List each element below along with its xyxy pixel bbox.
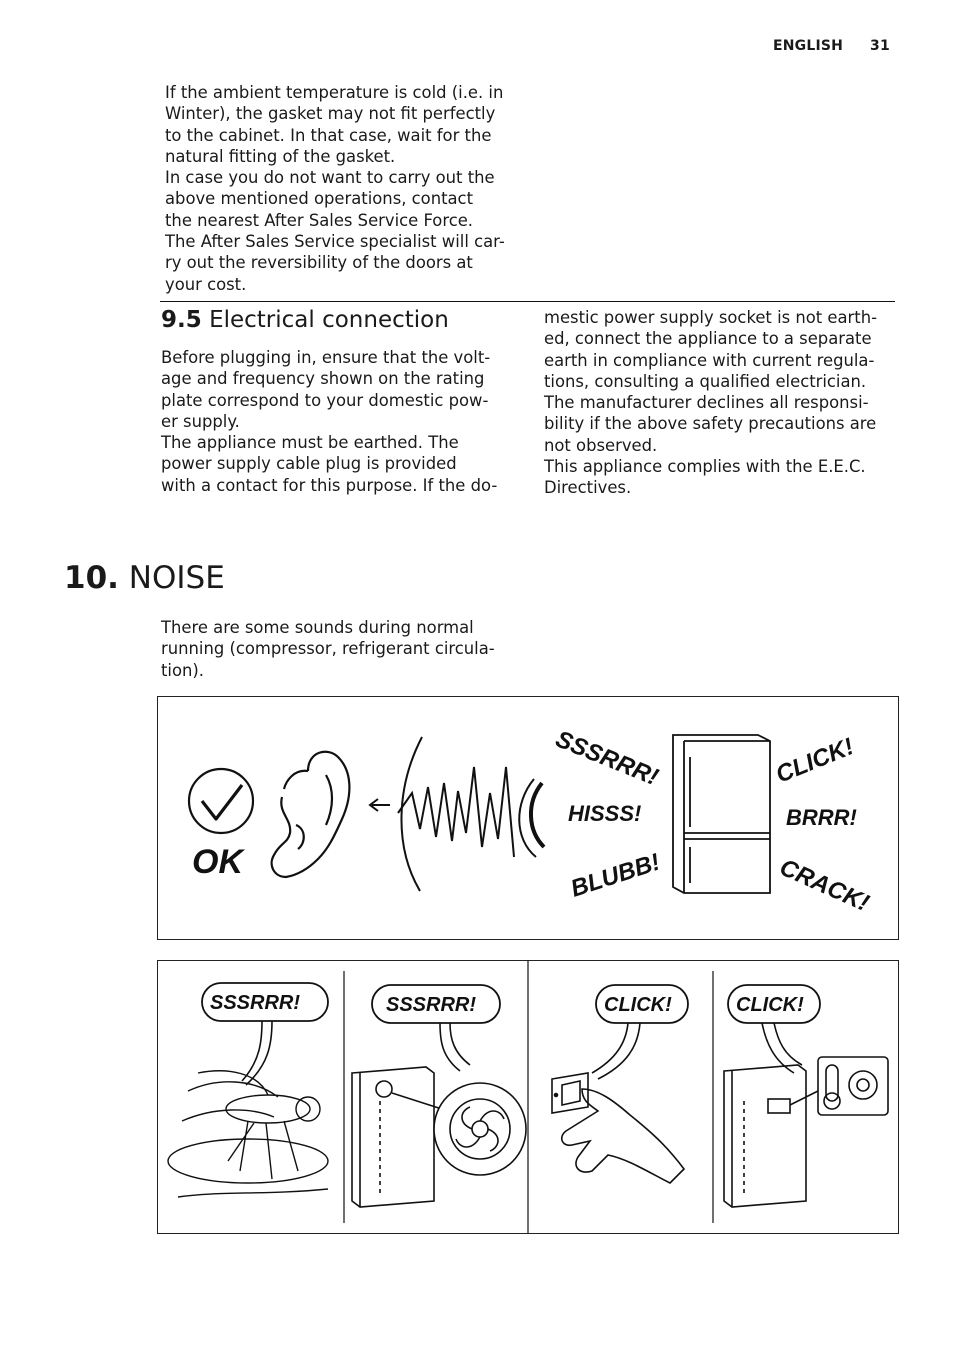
section-title: Electrical connection (209, 307, 449, 333)
sound-label: SSSRRR! (551, 725, 663, 792)
text-line: ed, connect the appliance to a separate (544, 329, 872, 349)
page-number: 31 (870, 38, 890, 54)
fridge-thermostat-icon (724, 1057, 888, 1207)
noise-paragraph (161, 617, 495, 681)
text-line: mestic power supply socket is not earth- (544, 308, 878, 327)
bubble-label: SSSRRR! (386, 994, 477, 1016)
text-line: not observed. (544, 435, 658, 455)
text-line: earth in compliance with current regula- (544, 350, 875, 370)
electrical-column-1 (161, 347, 497, 496)
text-line: er supply. (161, 411, 240, 431)
text-line: bility if the above safety precautions are (544, 414, 877, 434)
text-line: age and frequency shown on the rating (161, 369, 485, 389)
text-line: tions, consulting a qualified electrician. (544, 371, 867, 391)
sound-label: HISSS! (568, 801, 642, 826)
text-line: Directives. (544, 478, 632, 498)
sound-label: BLUBB! (567, 848, 664, 903)
chapter-number: 10. (64, 560, 119, 596)
section-divider (160, 301, 895, 302)
sound-label: BRRR! (786, 805, 857, 830)
fly-icon (168, 1071, 328, 1197)
text-line: If the ambient temperature is cold (i.e. in (165, 83, 504, 102)
text-line: tion). (161, 660, 205, 680)
ok-label: OK (192, 843, 243, 881)
text-line: to the cabinet. In that case, wait for the (165, 125, 492, 145)
text-line: running (compressor, refrigerant circula- (161, 639, 495, 659)
noise-illustration (157, 696, 899, 940)
electrical-column-2 (544, 307, 877, 499)
chapter-heading (64, 558, 225, 598)
noise-sources-illustration (157, 960, 899, 1234)
text-line: The After Sales Service specialist will car- (165, 232, 505, 252)
fridge-icon (673, 735, 770, 893)
ear-icon (272, 752, 350, 877)
bubble-label: SSSRRR! (210, 992, 301, 1014)
section-heading (161, 305, 449, 335)
text-line: In case you do not want to carry out the (165, 168, 495, 188)
section-number: 9.5 (161, 307, 202, 333)
bubble-label: CLICK! (604, 994, 672, 1016)
text-line: above mentioned operations, contact (165, 189, 473, 209)
text-line: with a contact for this purpose. If the do- (161, 475, 498, 495)
text-line: natural fitting of the gasket. (165, 146, 396, 166)
sound-label: CRACK! (775, 853, 874, 917)
sound-wave-icon (370, 737, 544, 891)
intro-paragraph (165, 82, 505, 295)
text-line: your cost. (165, 274, 247, 294)
sound-label: CLICK! (772, 733, 858, 789)
text-line: plate correspond to your domestic pow- (161, 390, 489, 410)
chapter-title: NOISE (128, 560, 225, 596)
checkmark-icon (189, 769, 253, 833)
text-line: The appliance must be earthed. The (161, 433, 459, 453)
hand-switch-icon (552, 1073, 684, 1183)
text-line: power supply cable plug is provided (161, 454, 457, 474)
text-line: the nearest After Sales Service Force. (165, 210, 474, 230)
text-line: Winter), the gasket may not fit perfectly (165, 104, 496, 124)
text-line: Before plugging in, ensure that the volt- (161, 348, 491, 367)
text-line: The manufacturer declines all responsi- (544, 393, 869, 413)
text-line: There are some sounds during normal (161, 618, 474, 637)
bubble-label: CLICK! (736, 994, 804, 1016)
fridge-fan-icon (352, 1067, 526, 1207)
text-line: This appliance complies with the E.E.C. (544, 457, 866, 477)
text-line: ry out the reversibility of the doors at (165, 253, 473, 273)
header-language: ENGLISH (773, 38, 844, 54)
